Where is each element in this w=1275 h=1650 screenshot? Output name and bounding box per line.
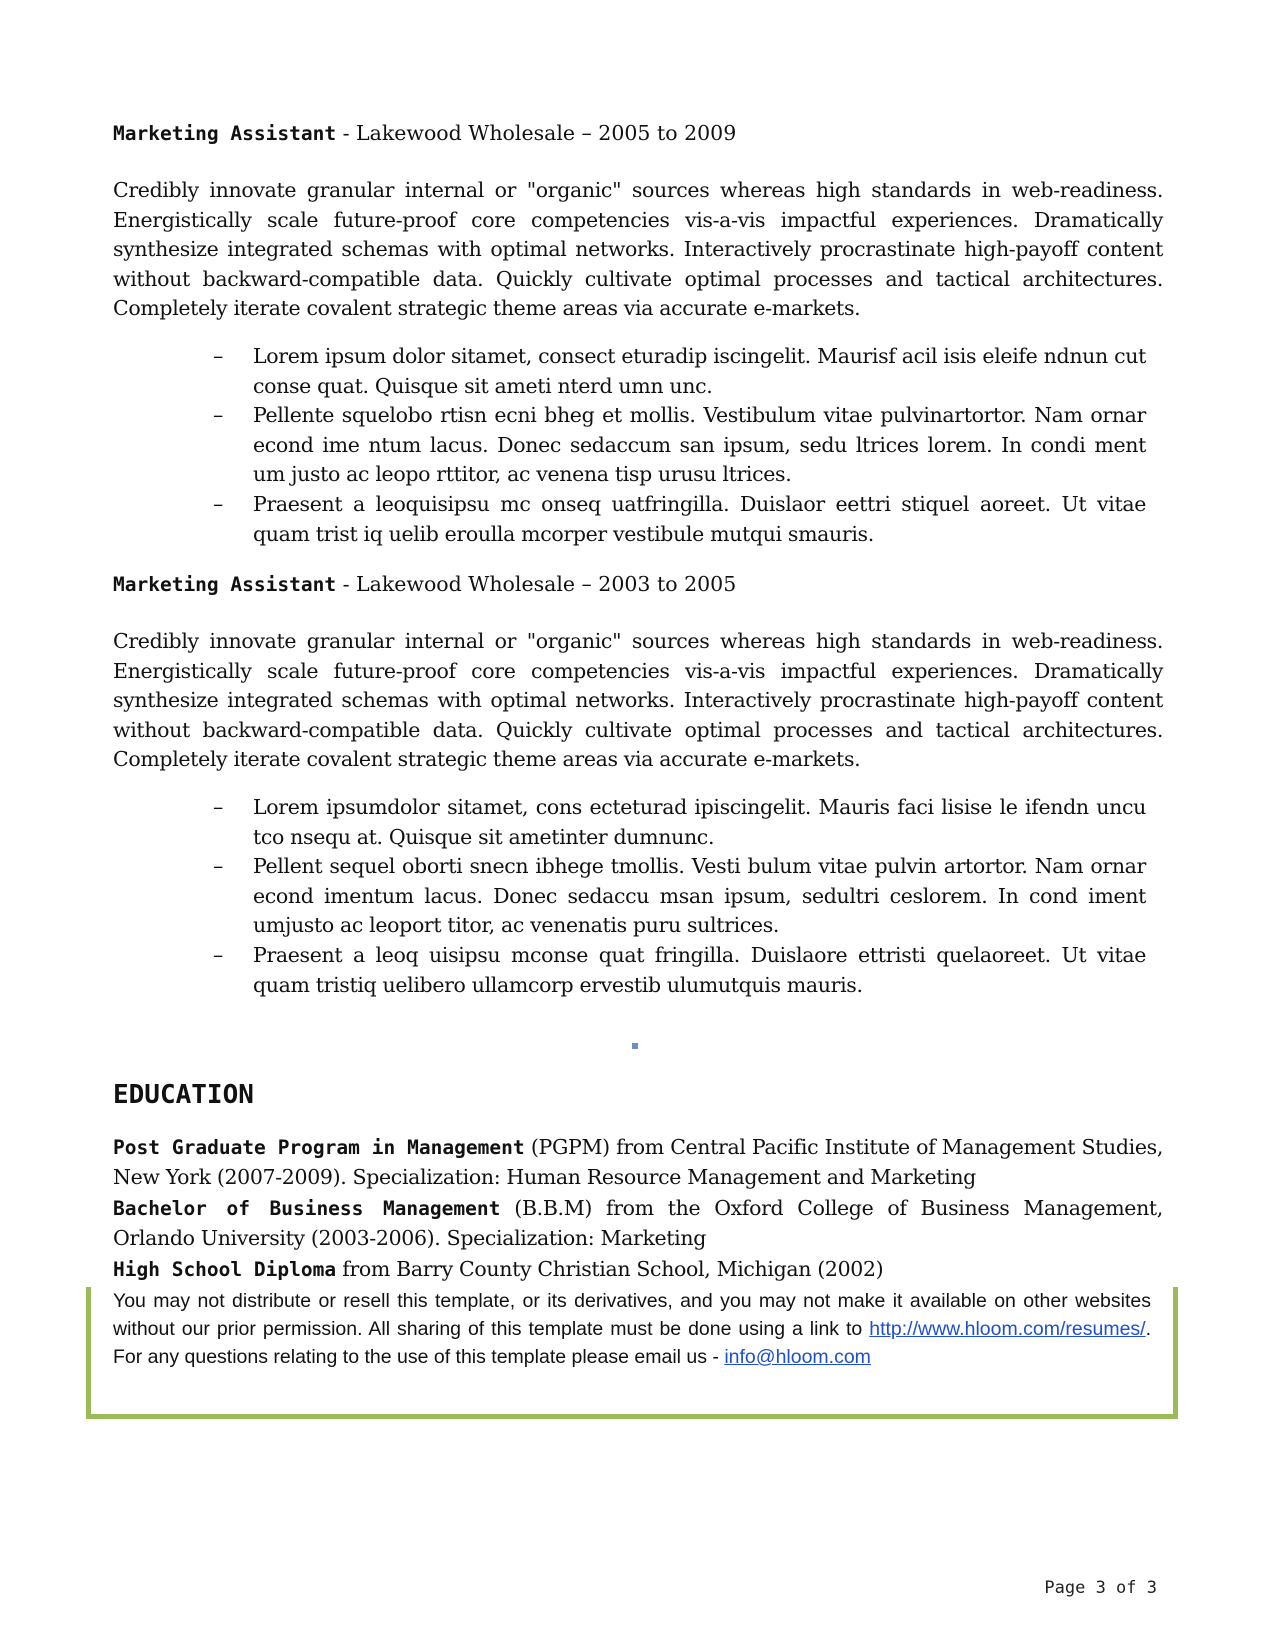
dash-bullet-icon: –	[213, 854, 223, 879]
dash-bullet-icon: –	[213, 403, 223, 428]
degree-name: Post Graduate Program in Management	[113, 1136, 525, 1159]
email-link[interactable]: info@hloom.com	[724, 1346, 871, 1368]
bullet-text: Praesent a leoq uisipsu mconse quat fringilla. Duislaore ettristi quelaoreet. Ut vitae quam tristiq uelibero ullamcorp ervestib ulumutquis mauris.	[253, 942, 1146, 997]
dash-bullet-icon: –	[213, 794, 223, 819]
section-marker-icon	[632, 1043, 638, 1049]
education-item	[113, 1133, 1163, 1192]
job-bullet-list	[213, 342, 1146, 549]
education-list	[113, 1133, 1163, 1287]
dash-bullet-icon: –	[213, 942, 223, 967]
notice-text-part-2: . For any questions relating to the use of this template please email us -	[113, 1318, 1151, 1368]
job-summary: Credibly innovate granular internal or "organic" sources whereas high standards in web-readiness. Energistically scale future-proof core competencies vis-a-vis impactful experiences. Dramatically synthesize integrated schemas with optimal networks. Interactively procrastinate high-payoff content without backward-compatible data. Quickly cultivate optimal processes and tactical architectures. Completely iterate covalent strategic theme areas via accurate e-markets.	[113, 178, 1163, 321]
job-title: Marketing Assistant	[113, 573, 337, 596]
degree-details: (B.B.M) from the Oxford College of Business Management, Orlando University (2003-2006). Specialization: Marketing	[113, 1196, 1163, 1250]
list-item	[213, 490, 1146, 549]
job-company-dates: - Lakewood Wholesale – 2005 to 2009	[336, 121, 737, 145]
degree-name: High School Diploma	[113, 1258, 337, 1282]
education-item	[113, 1194, 1163, 1253]
list-item	[213, 852, 1146, 941]
job-heading	[113, 569, 1163, 600]
list-item	[213, 401, 1146, 490]
job-entry	[113, 118, 1163, 549]
bullet-text: Lorem ipsumdolor sitamet, cons ecteturad ipiscingelit. Mauris faci lisise le ifendn uncu tco nsequ at. Quisque sit ametinter dumnunc.	[253, 794, 1146, 849]
job-company-dates: - Lakewood Wholesale – 2003 to 2005	[336, 572, 737, 596]
notice-text-part-1: You may not distribute or resell this template, or its derivatives, and you may not make it available on other websites without our prior permission. All sharing of this template must be done using a link to	[113, 1290, 1151, 1340]
job-heading	[113, 118, 1163, 149]
job-entry	[113, 569, 1163, 1000]
bullet-text: Pellent sequel oborti snecn ibhege tmollis. Vesti bulum vitae pulvin artortor. Nam ornar econd imentum lacus. Donec sedaccu msan ipsum, sedultri ceslorem. In cond iment umjusto ac leoport titor, ac venenatis puru sultrices.	[253, 854, 1146, 938]
page-number: Page 3 of 3	[1044, 1578, 1157, 1598]
copyright-notice-text	[113, 1287, 1151, 1371]
bullet-text: Lorem ipsum dolor sitamet, consect eturadip iscingelit. Maurisf acil isis eleife ndnun cut conse quat. Quisque sit ameti nterd umn unc.	[253, 343, 1146, 398]
copyright-notice-box	[86, 1287, 1178, 1419]
hloom-resumes-link[interactable]: http://www.hloom.com/resumes/	[869, 1318, 1146, 1340]
education-heading: EDUCATION	[113, 1080, 254, 1110]
education-item	[113, 1255, 1163, 1285]
list-item	[213, 342, 1146, 401]
degree-details: from Barry County Christian School, Michigan (2002)	[336, 1257, 884, 1282]
degree-details: (PGPM) from Central Pacific Institute of Management Studies, New York (2007-2009). Specialization: Human Resource Management and Marketing	[113, 1135, 1163, 1189]
job-summary: Credibly innovate granular internal or "organic" sources whereas high standards in web-readiness. Energistically scale future-proof core competencies vis-a-vis impactful experiences. Dramatically synthesize integrated schemas with optimal networks. Interactively procrastinate high-payoff content without backward-compatible data. Quickly cultivate optimal processes and tactical architectures. Completely iterate covalent strategic theme areas via accurate e-markets.	[113, 629, 1163, 772]
list-item	[213, 793, 1146, 852]
degree-name: Bachelor of Business Management	[113, 1197, 501, 1221]
dash-bullet-icon: –	[213, 343, 223, 368]
job-bullet-list	[213, 793, 1146, 1000]
bullet-text: Pellente squelobo rtisn ecni bheg et mollis. Vestibulum vitae pulvinartortor. Nam ornar econd ime ntum lacus. Donec sedaccum san ipsum, sedu ltrices lorem. In condi ment um justo ac leopo rttitor, ac venena tisp urusu ltrices.	[253, 403, 1146, 487]
dash-bullet-icon: –	[213, 491, 223, 516]
bullet-text: Praesent a leoquisipsu mc onseq uatfringilla. Duislaor eettri stiquel aoreet. Ut vitae quam trist iq uelib eroulla mcorper vestibule mutqui smauris.	[253, 491, 1146, 546]
job-title: Marketing Assistant	[113, 122, 337, 145]
list-item	[213, 941, 1146, 1000]
